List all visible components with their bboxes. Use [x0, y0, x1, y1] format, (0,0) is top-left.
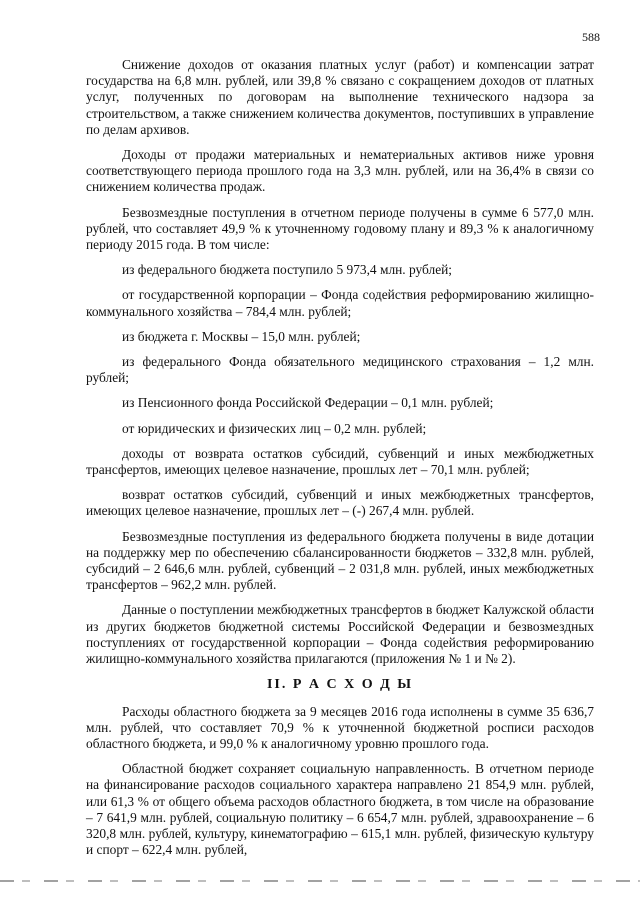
page-number: 588: [582, 30, 600, 44]
scan-artifact-line: [0, 880, 640, 882]
list-item: из федерального Фонда обязательного медицинского страхования – 1,2 млн. рублей;: [86, 354, 594, 386]
paragraph: Безвозмездные поступления из федерального бюджета получены в виде дотации на поддержку мер по обеспечению сбалансированности бюджетов – 332,8 млн. рублей, субсидий – 2 646,6 млн. рублей, субвенций – 2 031,8 млн. рублей, иных межбюджетных трансфертов – 962,2 млн. рублей.: [86, 528, 594, 593]
paragraph: Расходы областного бюджета за 9 месяцев 2016 года исполнены в сумме 35 636,7 млн. рублей, что составляет 70,9 % к уточненной бюджетной росписи расходов областного бюджета, и 99,0 % к аналогичному уровню прошлого года.: [86, 703, 594, 751]
list-item: из Пенсионного фонда Российской Федерации – 0,1 млн. рублей;: [122, 395, 494, 411]
section-title: II. Р А С Х О Д Ы: [266, 677, 414, 693]
paragraph: Областной бюджет сохраняет социальную направленность. В отчетном периоде на финансирование расходов социального характера направлено 21 854,9 млн. рублей, или 61,3 % от общего объема расходов областного бюджета, в том числе на образование – 7 641,9 млн. рублей, социальную политику – 6 654,7 млн. рублей, здравоохранение – 6 320,8 млн. рублей, культуру, кинематографию – 615,1 млн. рублей, физическую культуру и спорт – 622,4 млн. рублей,: [86, 761, 594, 858]
list-item: от государственной корпорации – Фонда содействия реформированию жилищно-коммунального хозяйства – 784,4 млн. рублей;: [86, 287, 594, 319]
list-item: из федерального бюджета поступило 5 973,4 млн. рублей;: [122, 262, 453, 278]
list-item: от юридических и физических лиц – 0,2 млн. рублей;: [122, 420, 427, 436]
paragraph: Снижение доходов от оказания платных услуг (работ) и компенсации затрат государства на 6,8 млн. рублей, или 39,8 % связано с сокращением доходов от платных услуг, полученных по договорам на выполнение технического надзора за строительством, а также снижением количества документов, поступивших в управление по делам архивов.: [86, 57, 594, 137]
list-item: из бюджета г. Москвы – 15,0 млн. рублей;: [122, 328, 361, 344]
paragraph: Безвозмездные поступления в отчетном периоде получены в сумме 6 577,0 млн. рублей, что составляет 49,9 % к уточненному годовому плану и 89,3 % к аналогичному периоду 2015 года. В том числе:: [86, 204, 594, 253]
list-item: доходы от возврата остатков субсидий, субвенций и иных межбюджетных трансфертов, имеющих целевое назначение, прошлых лет – 70,1 млн. рублей;: [86, 445, 594, 478]
paragraph: Доходы от продажи материальных и нематериальных активов ниже уровня соответствующего периода прошлого года на 3,3 млн. рублей, или на 36,4% в связи со снижением количества продаж.: [86, 147, 594, 195]
list-item: возврат остатков субсидий, субвенций и иных межбюджетных трансфертов, имеющих целевое назначение, прошлых лет – (-) 267,4 млн. рублей.: [86, 487, 594, 519]
document-body: [86, 57, 594, 867]
paragraph: Данные о поступлении межбюджетных трансфертов в бюджет Калужской области из других бюджетов бюджетной системы Российской Федерации и безвозмездных поступлениях от государственной корпорации – Фонда содействия реформированию жилищно-коммунального хозяйства прилагаются (приложения № 1 и № 2).: [86, 602, 594, 667]
